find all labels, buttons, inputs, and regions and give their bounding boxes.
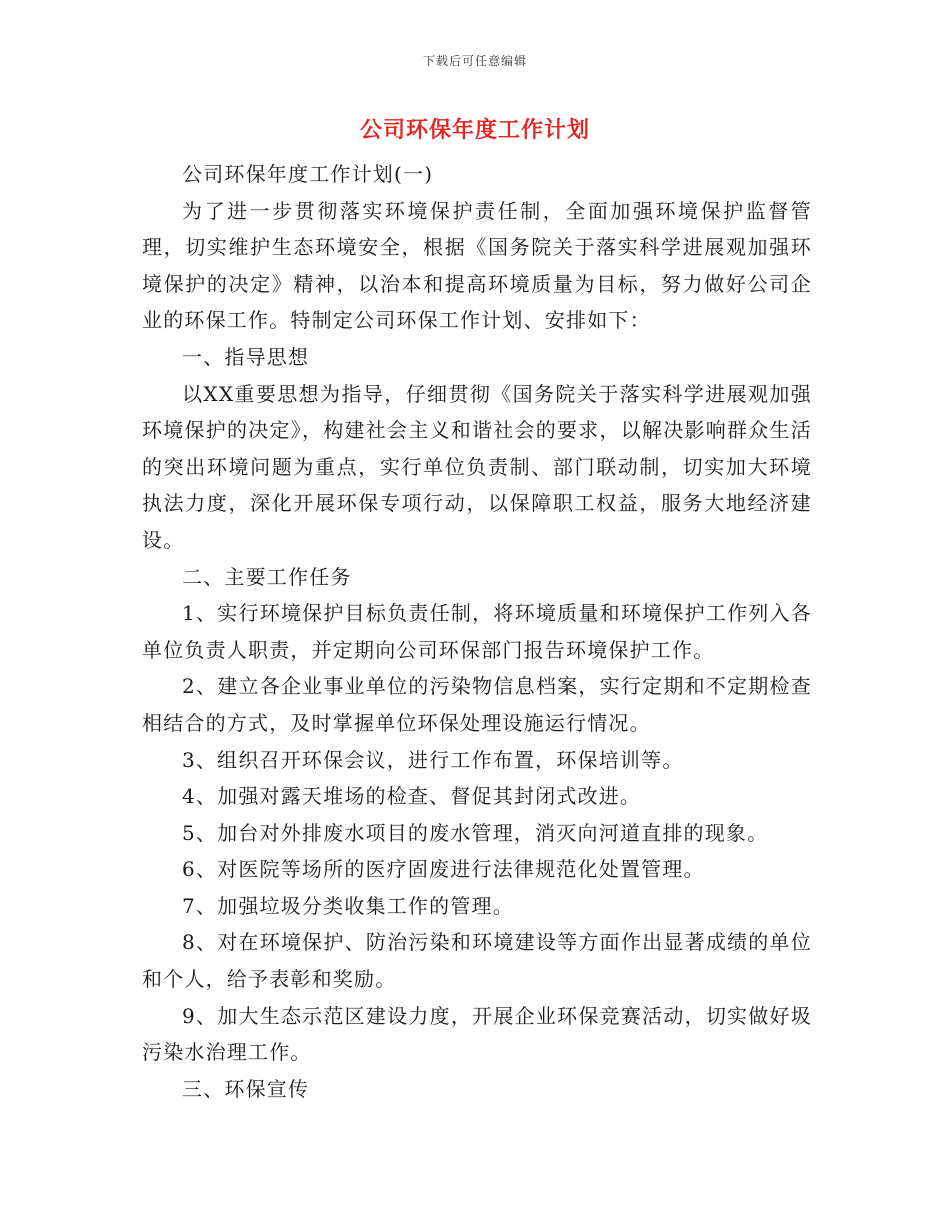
task-item-3: 3、组织召开环保会议，进行工作布置，环保培训等。	[182, 747, 684, 772]
subtitle-paragraph: 公司环保年度工作计划(一)	[182, 162, 434, 186]
task-item-6: 6、对医院等场所的医疗固废进行法律规范化处置管理。	[182, 857, 705, 882]
page-header: 下载后可任意编辑	[422, 54, 527, 68]
section-heading-main-tasks: 二、主要工作任务	[182, 564, 352, 589]
section-heading-publicity: 三、环保宣传	[182, 1076, 310, 1101]
intro-paragraph: 为了进一步贯彻落实环境保护责任制，全面加强环境保护监督管理，切实维护生态环境安全，根据《国务院关于落实科学进展观加强环境保护的决定》精神，以治本和提高环境质量为目标，努力做好公司企业的环保工作。特制定公司环保工作计划、安排如下：	[142, 198, 812, 333]
guiding-ideology-paragraph: 以XX重要思想为指导，仔细贯彻《国务院关于落实科学进展观加强环境保护的决定》，构建社会主义和谐社会的要求，以解决影响群众生活的突出环境问题为重点，实行单位负责制、部门联动制，切实加大环境执法力度，深化开展环保专项行动，以保障职工权益，服务大地经济建设。	[142, 381, 812, 552]
task-item-9: 9、加大生态示范区建设力度，开展企业环保竞赛活动，切实做好圾污染水治理工作。	[142, 1003, 812, 1065]
task-item-2: 2、建立各企业事业单位的污染物信息档案，实行定期和不定期检查相结合的方式，及时掌握单位环保处理设施运行情况。	[142, 674, 812, 735]
document-body	[142, 156, 812, 1107]
section-heading-guiding-ideology: 一、指导思想	[182, 344, 310, 369]
document-title: 公司环保年度工作计划	[359, 117, 590, 143]
task-item-7: 7、加强垃圾分类收集工作的管理。	[182, 893, 514, 918]
task-item-4: 4、加强对露天堆场的检查、督促其封闭式改进。	[182, 784, 642, 809]
task-item-5: 5、加台对外排废水项目的废水管理，消灭向河道直排的现象。	[182, 820, 769, 845]
task-item-1: 1、实行环境保护目标负责任制，将环境质量和环境保护工作列入各单位负责人职责，并定期向公司环保部门报告环境保护工作。	[142, 601, 812, 662]
task-item-8: 8、对在环境保护、防治污染和环境建设等方面作出显著成绩的单位和个人，给予表彰和奖励。	[142, 930, 812, 992]
